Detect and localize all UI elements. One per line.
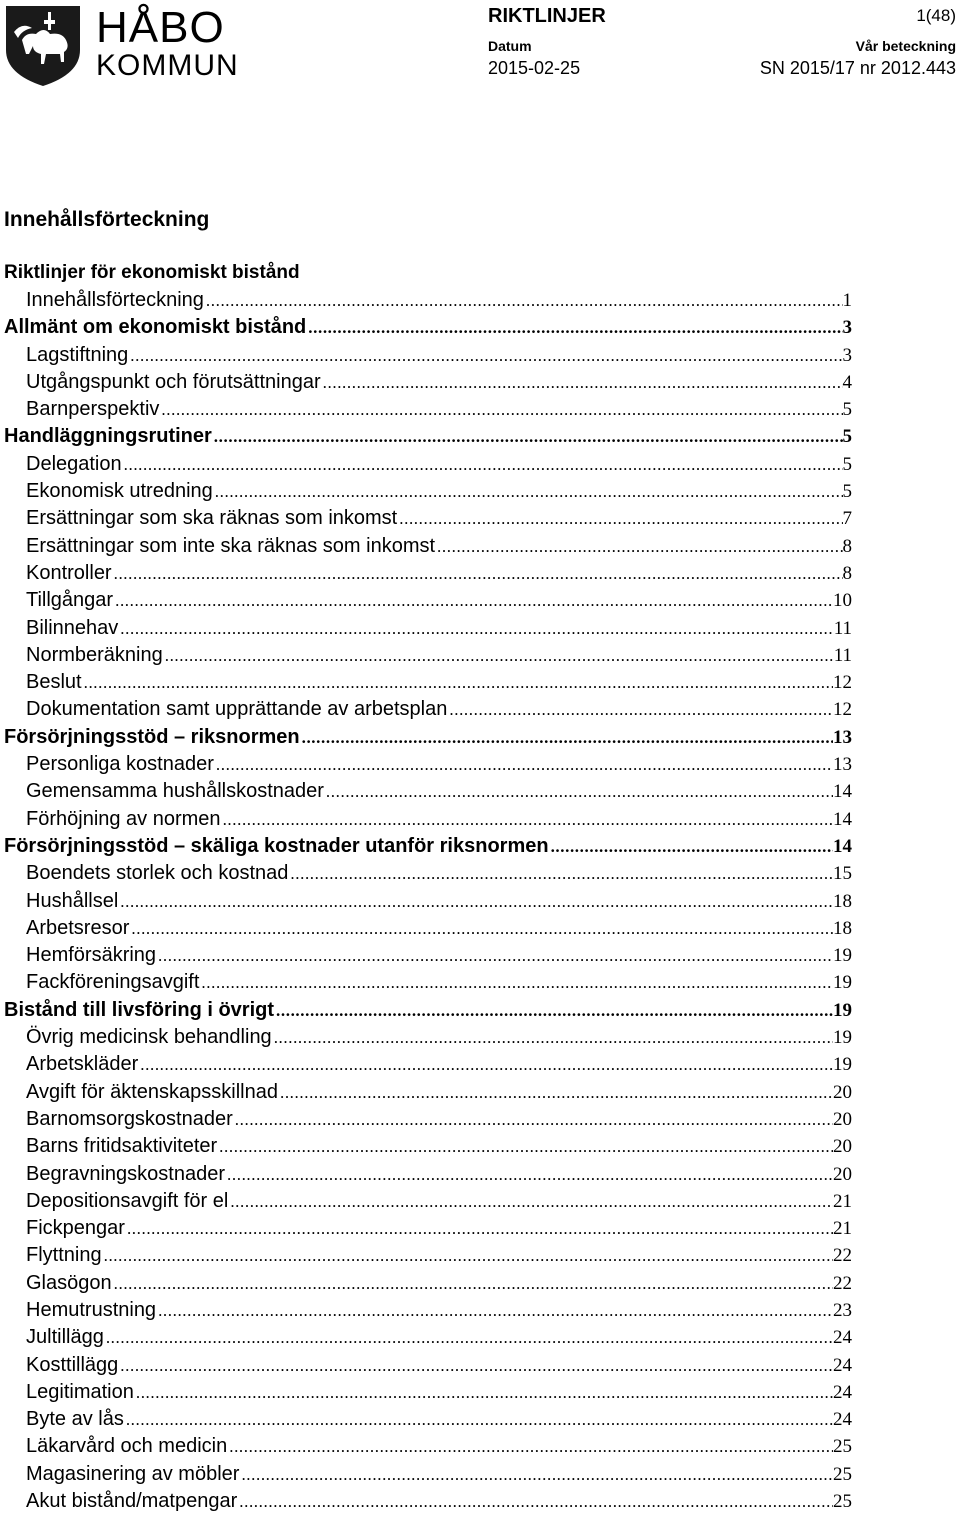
toc-entry-label: Bistånd till livsföring i övrigt xyxy=(4,998,275,1021)
toc-dot-leader xyxy=(308,314,842,341)
table-of-contents xyxy=(4,287,852,1515)
toc-entry-page: 12 xyxy=(833,699,852,721)
toc-entry-label: Allmänt om ekonomiskt bistånd xyxy=(4,316,307,339)
toc-entry-label: Försörjningsstöd – riksnormen xyxy=(4,725,300,748)
toc-dot-leader xyxy=(165,642,834,669)
toc-entry-page: 3 xyxy=(842,344,852,366)
toc-entry-page: 25 xyxy=(833,1436,852,1458)
toc-dot-leader xyxy=(120,888,833,915)
toc-entry[interactable] xyxy=(4,915,852,942)
toc-dot-leader xyxy=(399,505,842,532)
toc-entry[interactable] xyxy=(4,1161,852,1188)
toc-entry-label: Ekonomisk utredning xyxy=(26,480,213,503)
toc-entry[interactable] xyxy=(4,505,852,532)
toc-dot-leader xyxy=(227,1161,833,1188)
toc-entry-page: 18 xyxy=(833,917,852,939)
toc-entry[interactable] xyxy=(4,451,852,478)
toc-entry-page: 19 xyxy=(833,999,852,1021)
toc-entry-label: Glasögon xyxy=(26,1271,112,1294)
toc-dot-leader xyxy=(201,969,833,996)
toc-dot-leader xyxy=(215,478,843,505)
toc-entry-label: Beslut xyxy=(26,671,82,694)
toc-entry-page: 19 xyxy=(833,972,852,994)
toc-entry-label: Hemutrustning xyxy=(26,1298,157,1321)
toc-entry[interactable] xyxy=(4,642,852,669)
toc-entry-label: Barnomsorgskostnader xyxy=(26,1107,233,1130)
toc-dot-leader xyxy=(229,1433,833,1460)
toc-entry[interactable] xyxy=(4,1133,852,1160)
toc-entry-label: Ersättningar som ska räknas som inkomst xyxy=(26,507,398,530)
toc-entry-label: Kosttillägg xyxy=(26,1353,119,1376)
toc-dot-leader xyxy=(223,806,833,833)
toc-entry-label: Tillgångar xyxy=(26,589,114,612)
toc-entry[interactable] xyxy=(4,1461,852,1488)
toc-entry-page: 4 xyxy=(842,371,852,393)
toc-entry[interactable] xyxy=(4,587,852,614)
toc-entry-page: 19 xyxy=(833,945,852,967)
toc-entry[interactable] xyxy=(4,1406,852,1433)
toc-entry-label: Innehållsförteckning xyxy=(26,289,204,311)
toc-entry-page: 8 xyxy=(842,562,852,584)
toc-entry[interactable] xyxy=(4,888,852,915)
coat-of-arms-icon xyxy=(2,2,84,88)
toc-dot-leader xyxy=(120,1352,833,1379)
toc-entry-page: 25 xyxy=(833,1491,852,1513)
toc-entry-label: Gemensamma hushållskostnader xyxy=(26,780,324,803)
toc-entry[interactable] xyxy=(4,369,852,396)
toc-entry-page: 13 xyxy=(833,754,852,776)
toc-entry-label: Hushållsel xyxy=(26,889,119,912)
toc-entry[interactable] xyxy=(4,1051,852,1078)
toc-dot-leader xyxy=(126,1406,833,1433)
toc-entry-page: 11 xyxy=(833,617,852,639)
toc-dot-leader xyxy=(214,423,843,450)
toc-entry-page: 1 xyxy=(842,290,852,311)
toc-entry[interactable] xyxy=(4,1024,852,1051)
toc-entry-page: 11 xyxy=(833,644,852,666)
toc-dot-leader xyxy=(239,1488,833,1515)
toc-entry-page: 20 xyxy=(833,1081,852,1103)
toc-entry-page: 14 xyxy=(833,781,852,803)
toc-entry[interactable] xyxy=(4,287,852,314)
toc-entry-page: 24 xyxy=(833,1354,852,1376)
toc-entry[interactable] xyxy=(4,1079,852,1106)
toc-entry-page: 20 xyxy=(833,1108,852,1130)
toc-entry-page: 19 xyxy=(833,1054,852,1076)
toc-entry-page: 12 xyxy=(833,672,852,694)
toc-entry-label: Normberäkning xyxy=(26,643,163,666)
toc-entry[interactable] xyxy=(4,314,852,341)
reference-label: Vår beteckning xyxy=(855,38,956,54)
toc-entry-label: Utgångspunkt och förutsättningar xyxy=(26,370,321,393)
toc-entry-label: Barns fritidsaktiviteter xyxy=(26,1135,218,1158)
toc-dot-leader xyxy=(449,696,833,723)
toc-entry-label: Personliga kostnader xyxy=(26,753,214,776)
logo-name: HÅBO xyxy=(96,3,225,52)
toc-entry-page: 20 xyxy=(833,1136,852,1158)
toc-entry-label: Jultillägg xyxy=(26,1326,104,1349)
toc-entry-page: 24 xyxy=(833,1327,852,1349)
toc-dot-leader xyxy=(84,669,833,696)
toc-entry-page: 14 xyxy=(833,808,852,830)
toc-dot-leader xyxy=(551,833,833,860)
toc-entry-page: 19 xyxy=(833,1027,852,1049)
toc-entry-page: 7 xyxy=(842,508,852,530)
toc-entry-page: 5 xyxy=(842,481,852,503)
toc-entry-label: Försörjningsstöd – skäliga kostnader utanför riksnormen xyxy=(4,834,549,857)
toc-heading: Innehållsförteckning xyxy=(4,208,210,231)
toc-dot-leader xyxy=(124,451,843,478)
toc-entry[interactable] xyxy=(4,1488,852,1515)
toc-entry[interactable] xyxy=(4,969,852,996)
reference-value: SN 2015/17 nr 2012.443 xyxy=(759,58,956,78)
toc-entry-label: Fickpengar xyxy=(26,1217,125,1240)
toc-entry-label: Legitimation xyxy=(26,1380,134,1403)
toc-entry-label: Magasinering av möbler xyxy=(26,1462,240,1485)
toc-entry[interactable] xyxy=(4,1215,852,1242)
toc-dot-leader xyxy=(276,997,833,1024)
toc-entry-page: 23 xyxy=(833,1299,852,1321)
toc-dot-leader xyxy=(437,533,842,560)
toc-entry[interactable] xyxy=(4,1297,852,1324)
toc-entry[interactable] xyxy=(4,1242,852,1269)
toc-entry-label: Boendets storlek och kostnad xyxy=(26,862,289,885)
toc-dot-leader xyxy=(302,724,833,751)
toc-entry-label: Fackföreningsavgift xyxy=(26,971,200,994)
toc-entry-page: 21 xyxy=(833,1218,852,1240)
toc-entry-page: 14 xyxy=(833,835,852,857)
toc-dot-leader xyxy=(161,396,842,423)
toc-entry-page: 10 xyxy=(833,590,852,612)
toc-entry-page: 22 xyxy=(833,1272,852,1294)
toc-entry-label: Bilinnehav xyxy=(26,616,119,639)
toc-entry-label: Akut bistånd/matpengar xyxy=(26,1490,238,1513)
toc-entry[interactable] xyxy=(4,806,852,833)
toc-dot-leader xyxy=(323,369,843,396)
toc-dot-leader xyxy=(115,587,833,614)
toc-dot-leader xyxy=(230,1188,833,1215)
toc-dot-leader xyxy=(131,915,833,942)
toc-entry[interactable] xyxy=(4,423,852,450)
toc-dot-leader xyxy=(127,1215,833,1242)
toc-entry[interactable] xyxy=(4,778,852,805)
toc-entry-label: Lagstiftning xyxy=(26,343,129,366)
toc-dot-leader xyxy=(158,1297,833,1324)
toc-dot-leader xyxy=(120,615,833,642)
toc-entry-label: Begravningskostnader xyxy=(26,1162,226,1185)
date-label: Datum xyxy=(488,38,532,54)
toc-entry-label: Läkarvård och medicin xyxy=(26,1435,228,1458)
toc-entry-label: Arbetsresor xyxy=(26,916,130,939)
toc-entry-label: Avgift för äktenskapsskillnad xyxy=(26,1080,278,1103)
toc-entry[interactable] xyxy=(4,997,852,1024)
toc-entry[interactable] xyxy=(4,1379,852,1406)
toc-dot-leader xyxy=(106,1324,833,1351)
toc-entry-page: 5 xyxy=(842,453,852,475)
toc-entry-page: 13 xyxy=(833,726,852,748)
toc-entry[interactable] xyxy=(4,833,852,860)
toc-entry[interactable] xyxy=(4,942,852,969)
toc-dot-leader xyxy=(290,860,833,887)
toc-entry-label: Kontroller xyxy=(26,561,112,584)
toc-entry[interactable] xyxy=(4,396,852,423)
toc-dot-leader xyxy=(114,560,843,587)
toc-entry[interactable] xyxy=(4,724,852,751)
toc-entry-page: 8 xyxy=(842,535,852,557)
toc-entry-label: Byte av lås xyxy=(26,1408,124,1431)
toc-dot-leader xyxy=(104,1242,833,1269)
toc-entry[interactable] xyxy=(4,751,852,778)
toc-entry[interactable] xyxy=(4,669,852,696)
toc-entry-page: 20 xyxy=(833,1163,852,1185)
date-value: 2015-02-25 xyxy=(488,58,581,78)
toc-entry-label: Övrig medicinsk behandling xyxy=(26,1026,272,1049)
toc-entry-page: 3 xyxy=(842,317,852,339)
toc-entry[interactable] xyxy=(4,1352,852,1379)
toc-entry[interactable] xyxy=(4,860,852,887)
toc-document-title: Riktlinjer för ekonomiskt bistånd xyxy=(4,262,300,283)
toc-entry-label: Barnperspektiv xyxy=(26,398,160,421)
toc-entry[interactable] xyxy=(4,615,852,642)
toc-dot-leader xyxy=(235,1106,833,1133)
toc-entry[interactable] xyxy=(4,1106,852,1133)
toc-entry[interactable] xyxy=(4,478,852,505)
toc-entry[interactable] xyxy=(4,560,852,587)
toc-entry-page: 5 xyxy=(842,399,852,421)
toc-entry-page: 25 xyxy=(833,1463,852,1485)
toc-entry-label: Arbetskläder xyxy=(26,1053,139,1076)
toc-entry-label: Handläggningsrutiner xyxy=(4,425,212,448)
toc-dot-leader xyxy=(136,1379,833,1406)
toc-entry-label: Hemförsäkring xyxy=(26,944,157,967)
logo-subtitle: KOMMUN xyxy=(96,49,239,82)
toc-dot-leader xyxy=(326,778,833,805)
toc-entry[interactable] xyxy=(4,342,852,369)
toc-entry-label: Dokumentation samt upprättande av arbetsplan xyxy=(26,698,448,721)
municipality-logo xyxy=(2,2,242,88)
toc-dot-leader xyxy=(280,1079,833,1106)
toc-dot-leader xyxy=(130,342,842,369)
document-type: RIKTLINJER xyxy=(488,5,606,27)
toc-dot-leader xyxy=(140,1051,833,1078)
toc-entry[interactable] xyxy=(4,1324,852,1351)
toc-entry-label: Flyttning xyxy=(26,1244,102,1267)
toc-entry-page: 5 xyxy=(842,426,852,448)
toc-entry-label: Förhöjning av normen xyxy=(26,807,221,830)
toc-dot-leader xyxy=(219,1133,833,1160)
toc-entry-page: 22 xyxy=(833,1245,852,1267)
toc-entry-page: 15 xyxy=(833,863,852,885)
toc-dot-leader xyxy=(206,287,843,314)
toc-entry-page: 21 xyxy=(833,1190,852,1212)
toc-dot-leader xyxy=(158,942,833,969)
toc-entry[interactable] xyxy=(4,1270,852,1297)
toc-entry[interactable] xyxy=(4,533,852,560)
toc-dot-leader xyxy=(241,1461,833,1488)
toc-entry-label: Depositionsavgift för el xyxy=(26,1189,229,1212)
toc-entry[interactable] xyxy=(4,1188,852,1215)
toc-dot-leader xyxy=(114,1270,833,1297)
toc-entry-label: Delegation xyxy=(26,452,122,475)
toc-entry-page: 18 xyxy=(833,890,852,912)
toc-dot-leader xyxy=(274,1024,833,1051)
toc-entry-page: 24 xyxy=(833,1381,852,1403)
toc-entry[interactable] xyxy=(4,696,852,723)
page-number: 1(48) xyxy=(916,6,956,25)
toc-entry-page: 24 xyxy=(833,1409,852,1431)
toc-dot-leader xyxy=(216,751,833,778)
toc-entry-label: Ersättningar som inte ska räknas som inkomst xyxy=(26,534,436,557)
toc-entry[interactable] xyxy=(4,1433,852,1460)
